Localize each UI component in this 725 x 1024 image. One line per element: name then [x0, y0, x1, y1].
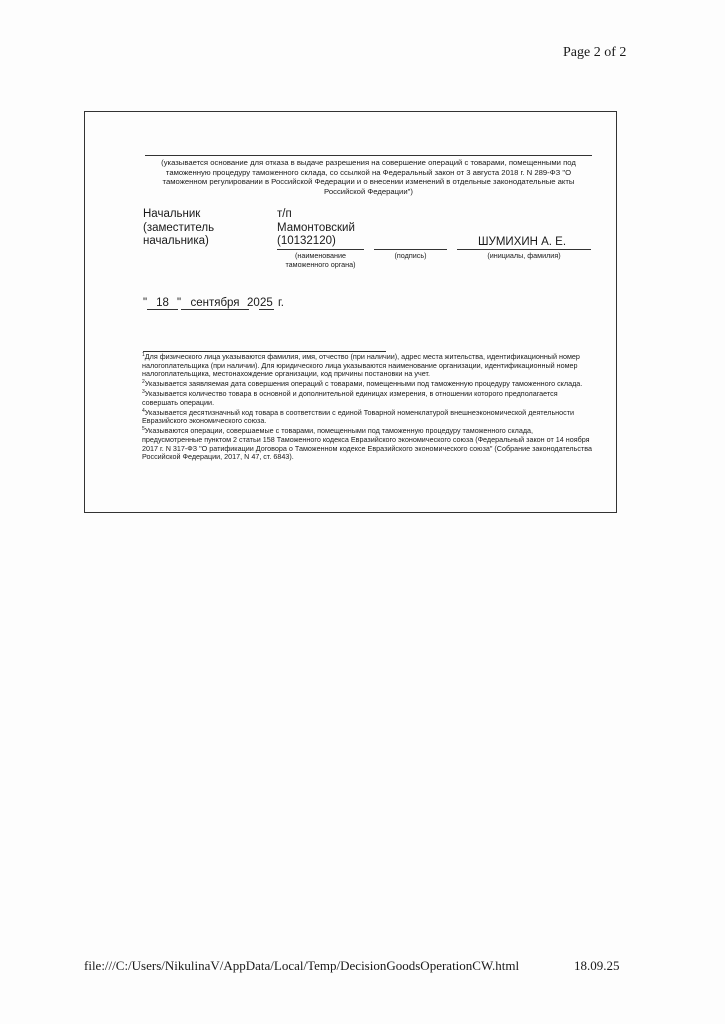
organ-caption: [277, 252, 364, 269]
footnote-3: [142, 390, 592, 407]
organ-caption-line-2: таможенного органа): [285, 259, 356, 269]
reason-caption: (указывается основание для отказа в выдаче разрешения на совершение операций с товарами, помещенными под таможенную процедуру таможенного склада, со ссылкой на Федеральный закон от 3 августа 2018 г. N 289-ФЗ "О таможенном регулировании в Российской Федерации и о внесении изменений в отдельные законодательные акты Российской Федерации"): [161, 158, 576, 196]
signature-caption: (подпись): [394, 251, 427, 260]
reason-line: [145, 155, 592, 156]
organ-line-2: Мамонтовский: [277, 221, 355, 234]
date-day: 18: [147, 297, 178, 310]
footnote-2-text: Указывается заявляемая дата совершения операций с товарами, помещенными под таможенную процедуру таможенного склада.: [144, 379, 583, 389]
footer-print-date: 18.09.25: [574, 958, 620, 973]
signatory-name: ШУМИХИН А. Е.: [478, 236, 567, 248]
footer-file-path: file:///C:/Users/NikulinaV/AppData/Local/Temp/DecisionGoodsOperationCW.html: [84, 958, 520, 973]
footnote-1: [142, 353, 592, 379]
organ-caption-line-1: (наименование: [295, 251, 346, 260]
position-line-3: начальника): [143, 235, 209, 247]
footnote-3-num: 3: [142, 389, 145, 396]
footnote-4-text: Указывается десятизначный код товара в соответствии с единой Товарной номенклатурой внешнеэкономической деятельности Евразийского экономического союза.: [142, 407, 575, 426]
organ-line-3: (10132120): [277, 235, 336, 247]
footnote-3-text: Указывается количество товара в основной и дополнительной единицах измерения, в отношении которого предполагается совершать операции.: [142, 389, 558, 407]
date-month: сентября: [181, 297, 249, 310]
organ-line-1: т/п: [277, 208, 292, 220]
date-open-quote: ": [143, 297, 148, 309]
footnote-4: [142, 409, 592, 426]
date-year-prefix: 20: [247, 297, 260, 309]
footnote-1-text: Для физического лица указываются фамилия, имя, отчество (при наличии), адрес места жительства, идентификационный номер налогоплательщика (при наличии). Для юридического лица указываются наименование организации, идентификационный номер налогоплательщика, местонахождение организации, код причины постановки на учет.: [142, 352, 580, 379]
footnote-2: [142, 380, 592, 389]
position-line-1: Начальник: [143, 208, 201, 220]
footnote-5-num: 5: [142, 426, 145, 433]
name-caption: (инициалы, фамилия): [487, 251, 561, 260]
footnote-4-num: 4: [142, 407, 145, 414]
name-underline: [457, 249, 591, 250]
date-year-suffix: 25: [260, 297, 273, 309]
position-line-2: (заместитель: [143, 221, 215, 234]
page-number: Page 2 of 2: [563, 45, 627, 60]
footnote-5-text: Указываются операции, совершаемые с товарами, помещенными под таможенную процедуру таможенного склада, предусмотренные пунктом 2 статьи 158 Таможенного кодекса Евразийского экономического союза (Федеральный закон от 14 ноября 2017 г. N 317-ФЗ "О ратификации Договора о Таможенном кодексе Евразийского экономического союза" (Собрание законодательства Российской Федерации, 2017, N 47, ст. 6843).: [142, 426, 592, 462]
signature-underline: [374, 249, 447, 250]
footnote-1-num: 1: [142, 352, 145, 358]
footnote-5: [142, 427, 592, 461]
footnote-2-num: 2: [142, 379, 145, 386]
position-label: [143, 208, 214, 249]
date-close-quote: ": [177, 297, 182, 309]
footnotes: [142, 353, 592, 463]
date-year-unit: г.: [278, 297, 284, 309]
organ-underline: [277, 249, 364, 250]
customs-organ: [277, 208, 355, 249]
